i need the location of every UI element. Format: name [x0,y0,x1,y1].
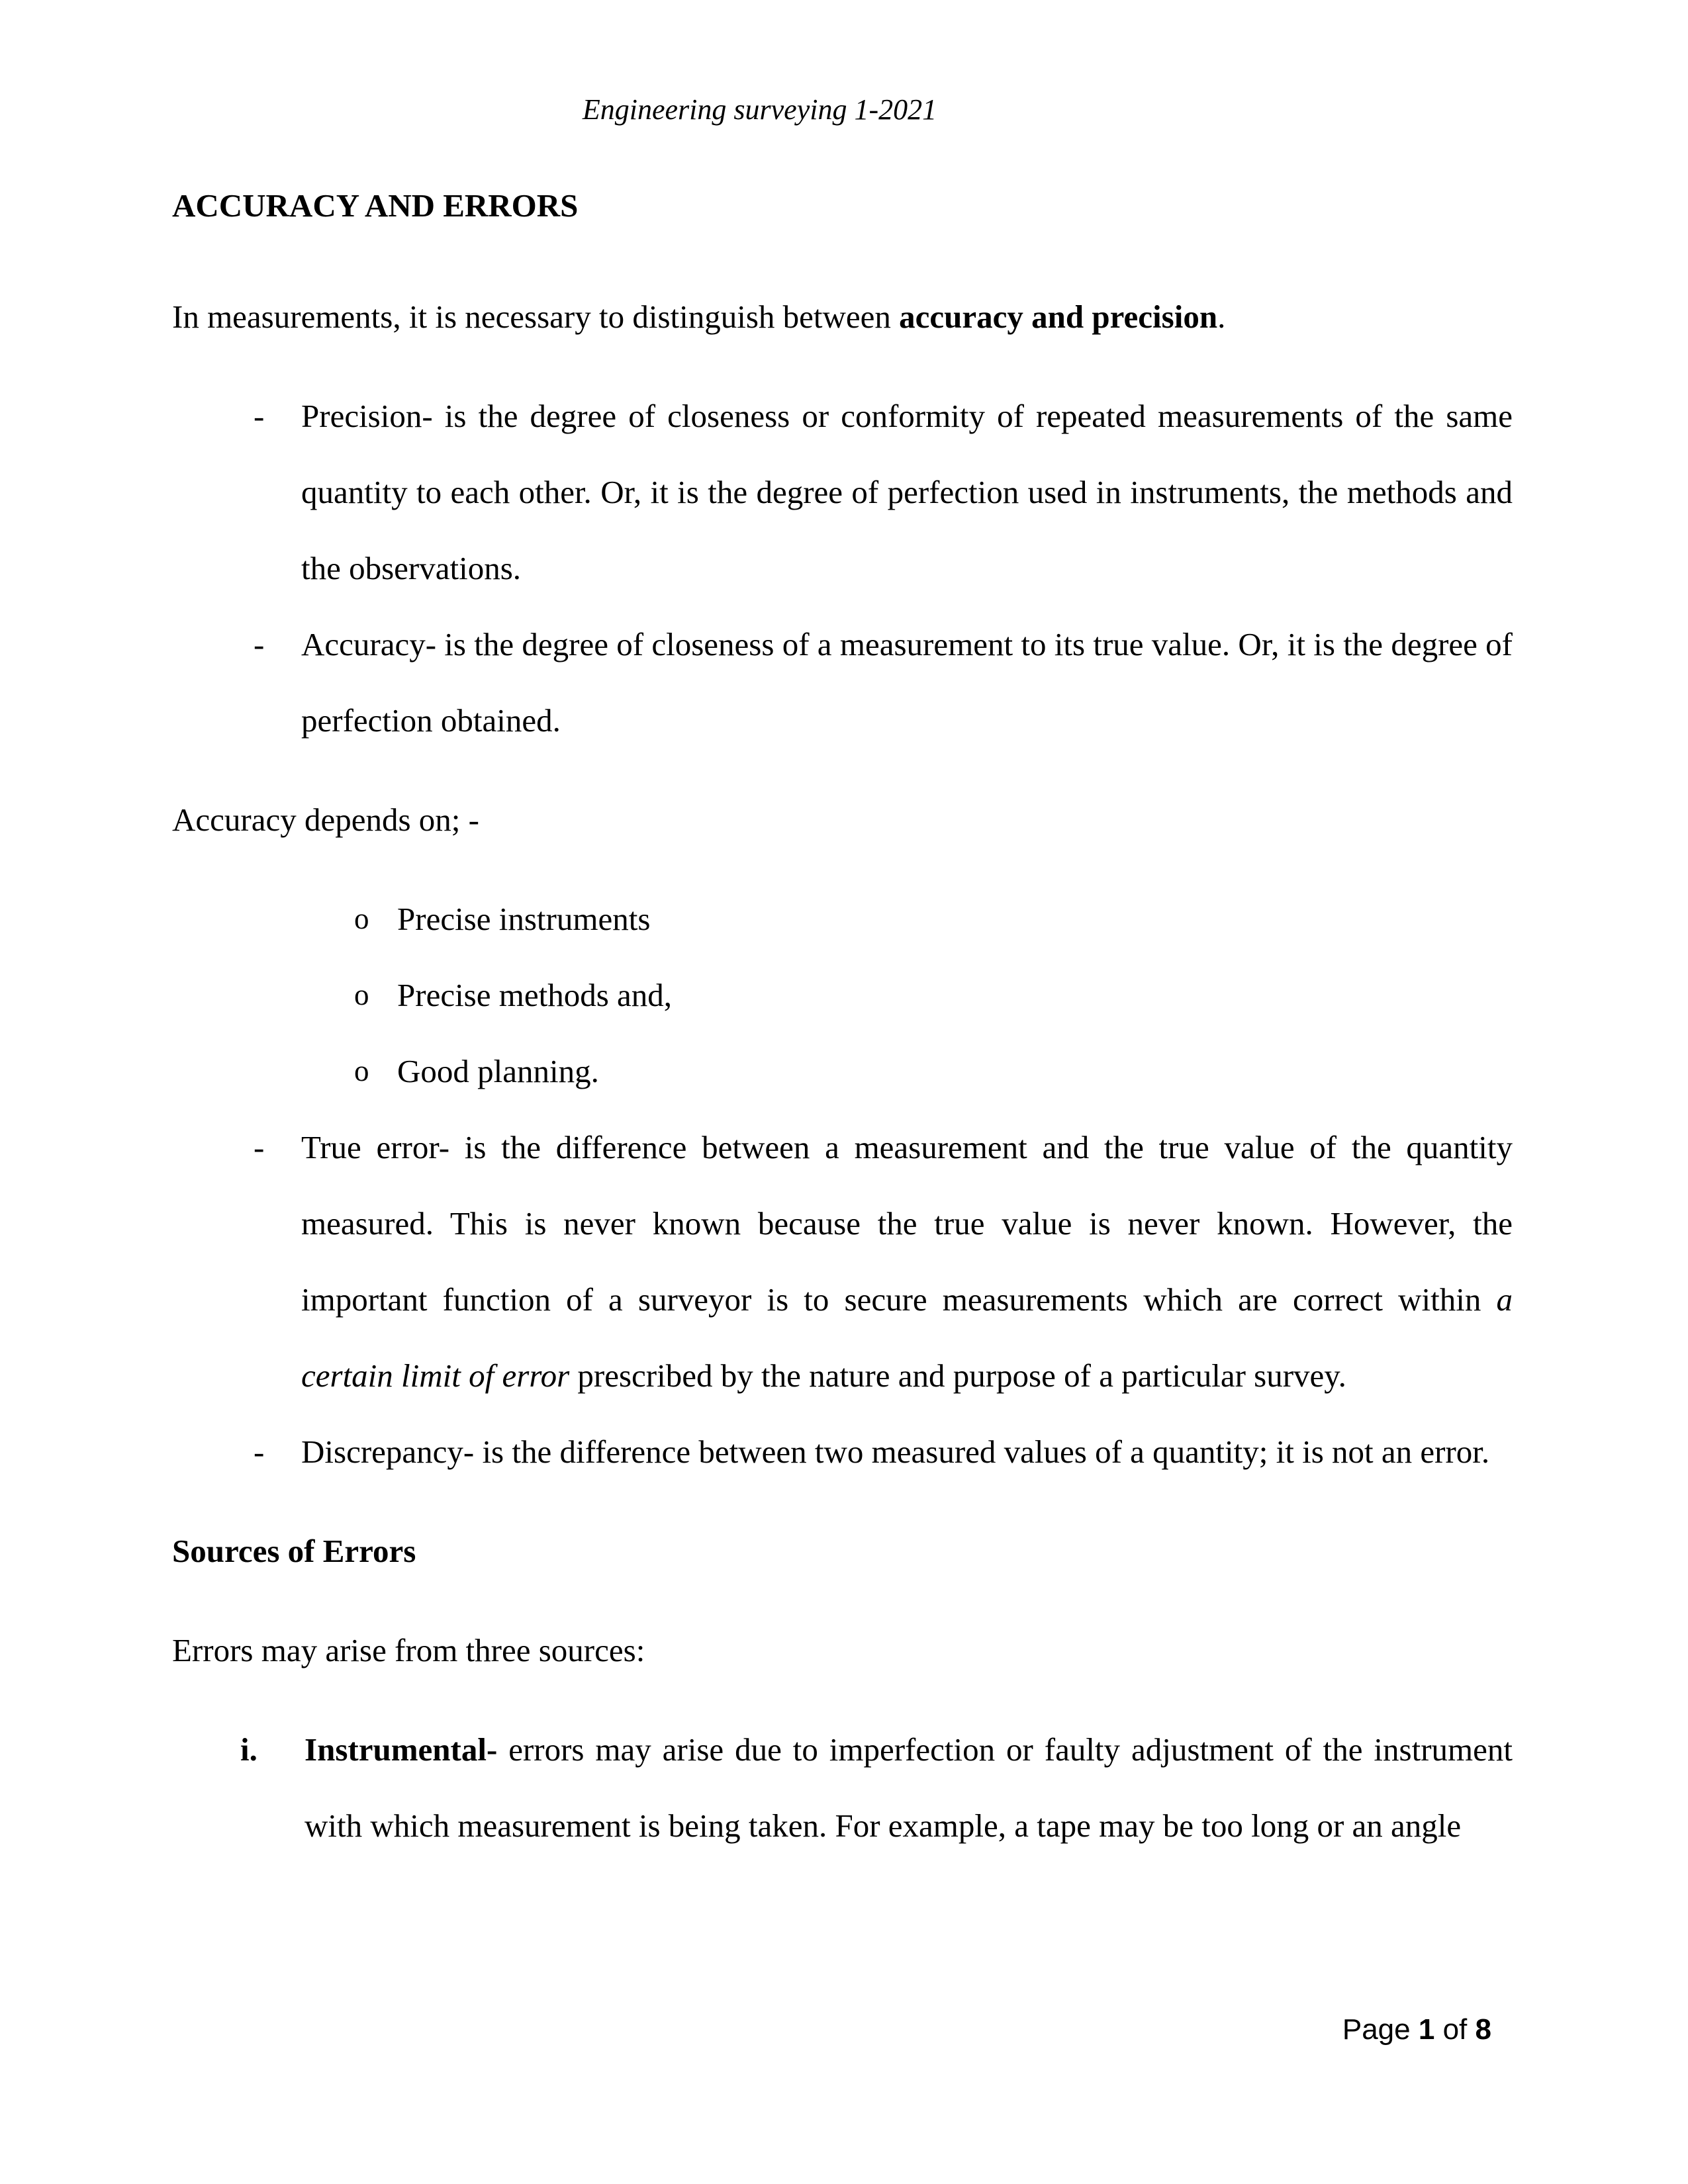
accuracy-depends-paragraph: Accuracy depends on; - [172,801,479,838]
intro-text-pre: In measurements, it is necessary to distinguish between [172,298,900,335]
circle-bullet-marker: o [354,902,369,935]
sources-intro-paragraph: Errors may arise from three sources: [172,1632,645,1668]
list-item-precise-instruments [172,881,1513,957]
circle-bullet-marker: o [354,978,369,1011]
definition-list-2 [172,1109,1513,1490]
sources-of-errors-heading: Sources of Errors [172,1533,416,1569]
dash-bullet-marker: - [254,626,265,662]
good-planning-text: Good planning. [397,1053,599,1089]
discrepancy-text: Discrepancy- is the difference between two measured values of a quantity; it is not an error. [301,1433,1490,1470]
dash-bullet-marker: - [254,398,265,434]
dash-bullet-marker: - [254,1433,265,1470]
circle-bullet-marker: o [354,1054,369,1087]
document-title: ACCURACY AND ERRORS [172,187,579,224]
of-label: of [1442,2013,1468,2046]
precise-instruments-text: Precise instruments [397,901,651,937]
true-error-text-italic: a certain limit of error [301,1281,1513,1394]
precise-methods-text: Precise methods and, [397,977,673,1013]
list-item-precise-methods [172,957,1513,1033]
accuracy-factors-list [172,881,1513,1109]
total-page-count: 8 [1475,2013,1491,2046]
accuracy-definition-text: Accuracy- is the degree of closeness of a measurement to its true value. Or, it is the degree of perfection obtained. [301,626,1513,739]
running-header-text: Engineering surveying 1-2021 [582,93,937,126]
list-item-good-planning [172,1033,1513,1109]
list-item-discrepancy [172,1414,1513,1490]
instrumental-term: Instrumental- [305,1731,498,1768]
list-item-instrumental [172,1711,1513,1864]
page-number-footer [1342,2011,1491,2049]
instrumental-text: errors may arise due to imperfection or faulty adjustment of the instrument with which measurement is being taken. For example, a tape may be too long or an angle [305,1731,1513,1844]
definition-list-1 [172,378,1513,758]
page-label: Page [1342,2013,1411,2046]
intro-text-bold: accuracy and precision [899,298,1218,335]
error-sources-list [172,1711,1513,1864]
roman-numeral-marker: i. [240,1731,258,1768]
true-error-text-post: prescribed by the nature and purpose of a particular survey. [569,1357,1346,1394]
dash-bullet-marker: - [254,1129,265,1165]
precision-definition-text: Precision- is the degree of closeness or conformity of repeated measurements of the same quantity to each other. Or, it is the degree of perfection used in instruments, the methods and the observations. [301,398,1513,586]
list-item-accuracy [172,606,1513,758]
list-item-precision [172,378,1513,606]
intro-paragraph [172,279,1513,355]
list-item-true-error [172,1109,1513,1414]
true-error-text-pre: True error- is the difference between a measurement and the true value of the quantity measured. This is never known because the true value is never known. However, the important function of a surveyor is to secure measurements which are correct within [301,1129,1513,1318]
current-page-number: 1 [1418,2013,1435,2046]
intro-text-post: . [1217,298,1226,335]
running-header [172,71,1513,148]
